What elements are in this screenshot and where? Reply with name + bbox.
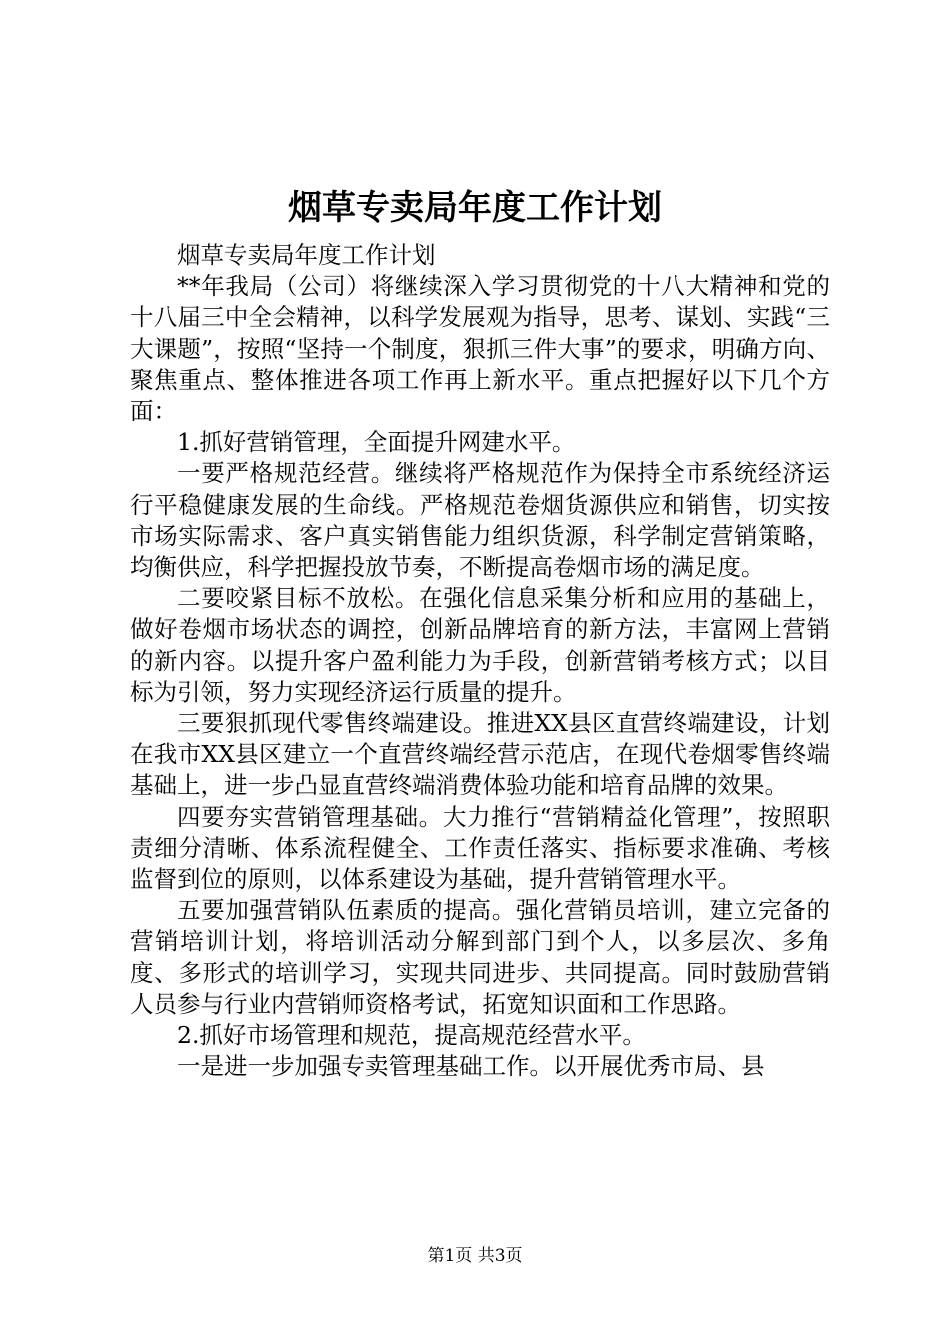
paragraph-item-5: 五要加强营销队伍素质的提高。强化营销员培训，建立完备的营销培训计划，将培训活动分解到部门到个人，以多层次、多角度、多形式的培训学习，实现共同进步、共同提高。同时鼓励营销人员参与行业内营销师资格考试，拓宽知识面和工作思路。	[130, 896, 830, 1018]
paragraph-item-3: 三要狠抓现代零售终端建设。推进XX县区直营终端建设，计划在我市XX县区建立一个直营终端经营示范店，在现代卷烟零售终端基础上，进一步凸显直营终端消费体验功能和培育品牌的效果。	[130, 709, 830, 800]
section-heading-2: 2.抓好市场管理和规范，提高规范经营水平。	[177, 1021, 646, 1050]
paragraph-item-4: 四要夯实营销管理基础。大力推行“营销精益化管理”，按照职责细分清晰、体系流程健全、工作责任落实、指标要求准确、考核监督到位的原则，以体系建设为基础，提升营销管理水平。	[130, 802, 830, 894]
paragraph-item-1: 一要严格规范经营。继续将严格规范作为保持全市系统经济运行平稳健康发展的生命线。严格规范卷烟货源供应和销售，切实按市场实际需求、客户真实销售能力组织货源，科学制定营销策略，均衡供应，科学把握投放节奏，不断提高卷烟市场的满足度。	[130, 459, 830, 582]
paragraph-intro: **年我局（公司）将继续深入学习贯彻党的十八大精神和党的十八届三中全会精神，以科学发展观为指导，思考、谋划、实践“三大课题”，按照“坚持一个制度，狠抓三件大事”的要求，明确方向、聚焦重点、整体推进各项工作再上新水平。重点把握好以下几个方面：	[130, 272, 830, 426]
paragraph-item-2: 二要咬紧目标不放松。在强化信息采集分析和应用的基础上，做好卷烟市场状态的调控，创新品牌培育的新方法，丰富网上营销的新内容。以提升客户盈利能力为手段，创新营销考核方式；以目标为引领，努力实现经济运行质量的提升。	[130, 584, 830, 706]
paragraph-subtitle: 烟草专卖局年度工作计划	[177, 241, 436, 269]
section-heading-1: 1.抓好营销管理，全面提升网建水平。	[177, 428, 576, 457]
document-title: 烟草专卖局年度工作计划	[288, 188, 662, 228]
paragraph-item-6: 一是进一步加强专卖管理基础工作。以开展优秀市局、县	[177, 1052, 765, 1081]
document-body	[130, 240, 830, 1082]
page-indicator: 第1页 共3页	[427, 1246, 523, 1266]
